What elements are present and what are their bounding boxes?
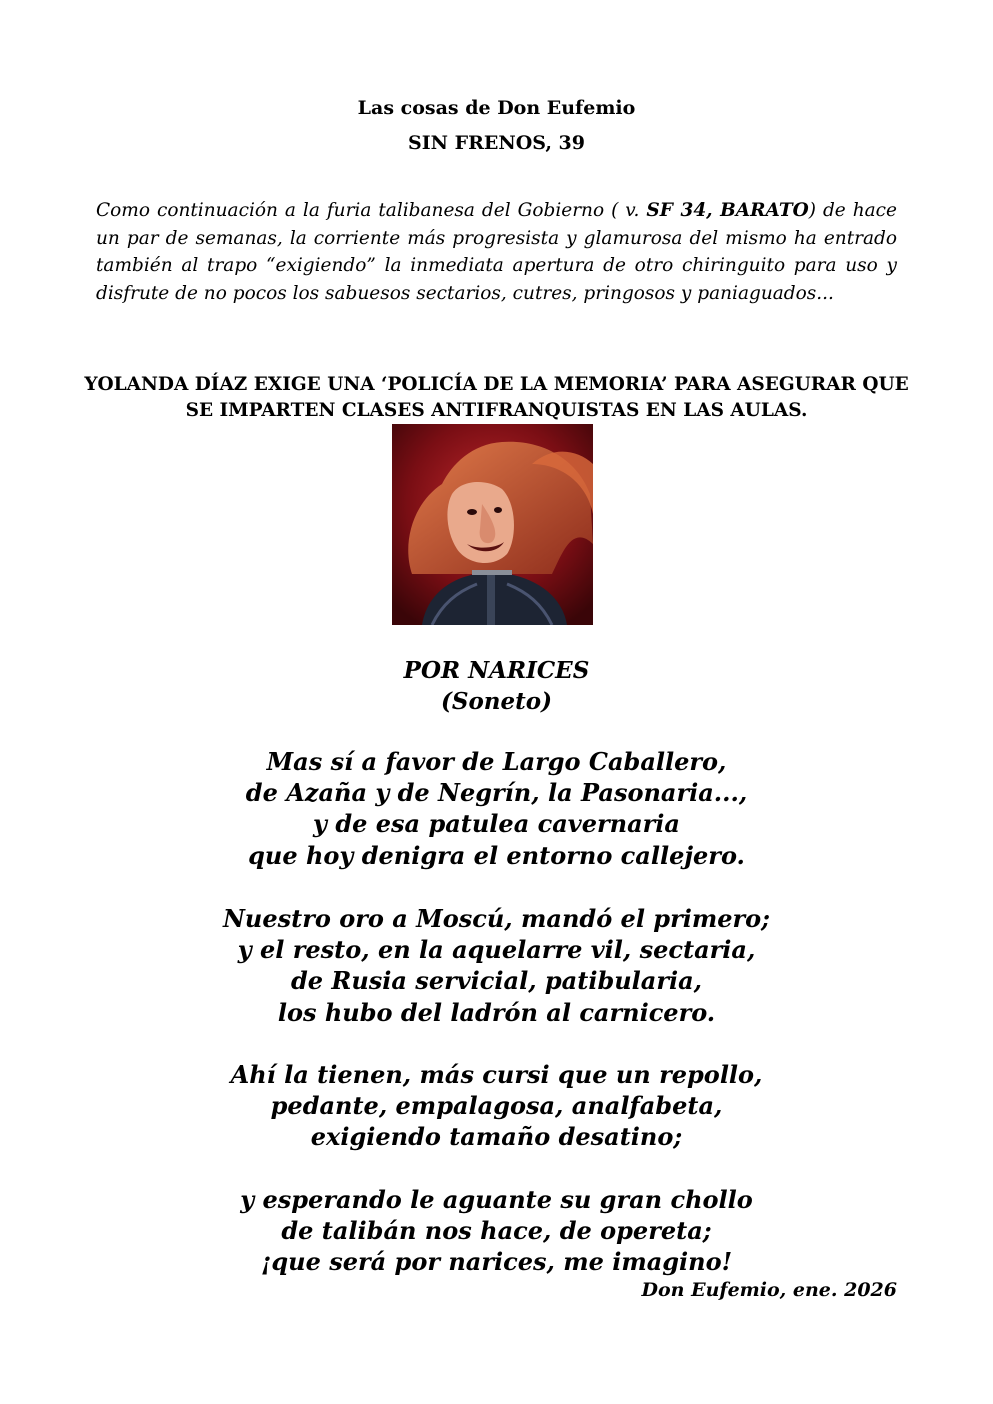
poem-verse: Ahí la tienen, más cursi que un repollo,	[230, 1060, 763, 1089]
stanza-3	[0, 1059, 993, 1153]
poem-verse: y de esa patulea cavernaria	[313, 809, 680, 839]
stanza-4	[0, 1184, 993, 1278]
intro-reference: SF 34, BARATO	[646, 200, 809, 221]
poem-verse: exigiendo tamaño desatino;	[310, 1122, 683, 1152]
intro-paragraph	[96, 197, 897, 307]
poem-form: (Soneto)	[440, 688, 553, 715]
poem-verse: Mas sí a favor de Largo Caballero,	[266, 747, 727, 776]
header-subtitle: SIN FRENOS, 39	[408, 132, 585, 154]
headline-line: YOLANDA DÍAZ EXIGE UNA ‘POLICÍA DE LA MEMORIA’ PARA ASEGURAR QUE	[84, 374, 909, 395]
poem-verse: de talibán nos hace, de opereta;	[281, 1216, 712, 1246]
poem-verse: Nuestro oro a Moscú, mandó el primero;	[222, 904, 771, 933]
poem-verse: ¡que será por narices, me imagino!	[260, 1247, 733, 1277]
stanza-1	[0, 746, 993, 871]
poem-verse: de Azaña y de Negrín, la Pasonaria...,	[245, 778, 748, 808]
news-headline	[80, 372, 913, 424]
caricature-image	[392, 424, 593, 625]
poem-verse: los hubo del ladrón al carnicero.	[277, 997, 716, 1027]
poem-verse: y esperando le aguante su gran chollo	[240, 1185, 753, 1214]
intro-text-after: ) de hace un par de semanas, la corriente más progresista y glamurosa del mismo ha entrado también al trapo “exigiendo” la inmediata apertura de otro chiringuito para uso y disfrute de no pocos los sabuesos sectarios, cutres, pringosos y paniaguados...	[96, 200, 897, 304]
poem-title: POR NARICES	[403, 657, 590, 684]
intro-text-before: Como continuación a la furia talibanesa del Gobierno ( v.	[96, 200, 647, 221]
poem-verse: que hoy denigra el entorno callejero.	[248, 840, 745, 870]
poem-verse: y el resto, en la aquelarre vil, sectaria,	[237, 935, 756, 965]
headline-line: SE IMPARTEN CLASES ANTIFRANQUISTAS EN LAS AULAS.	[185, 400, 808, 421]
signature: Don Eufemio, ene. 2026	[641, 1279, 897, 1301]
header-title: Las cosas de Don Eufemio	[357, 97, 636, 119]
poem-verse: pedante, empalagosa, analfabeta,	[270, 1091, 723, 1121]
stanza-2	[0, 903, 993, 1028]
poem-verse: de Rusia servicial, patibularia,	[290, 966, 703, 996]
poem-title-block	[0, 655, 993, 717]
